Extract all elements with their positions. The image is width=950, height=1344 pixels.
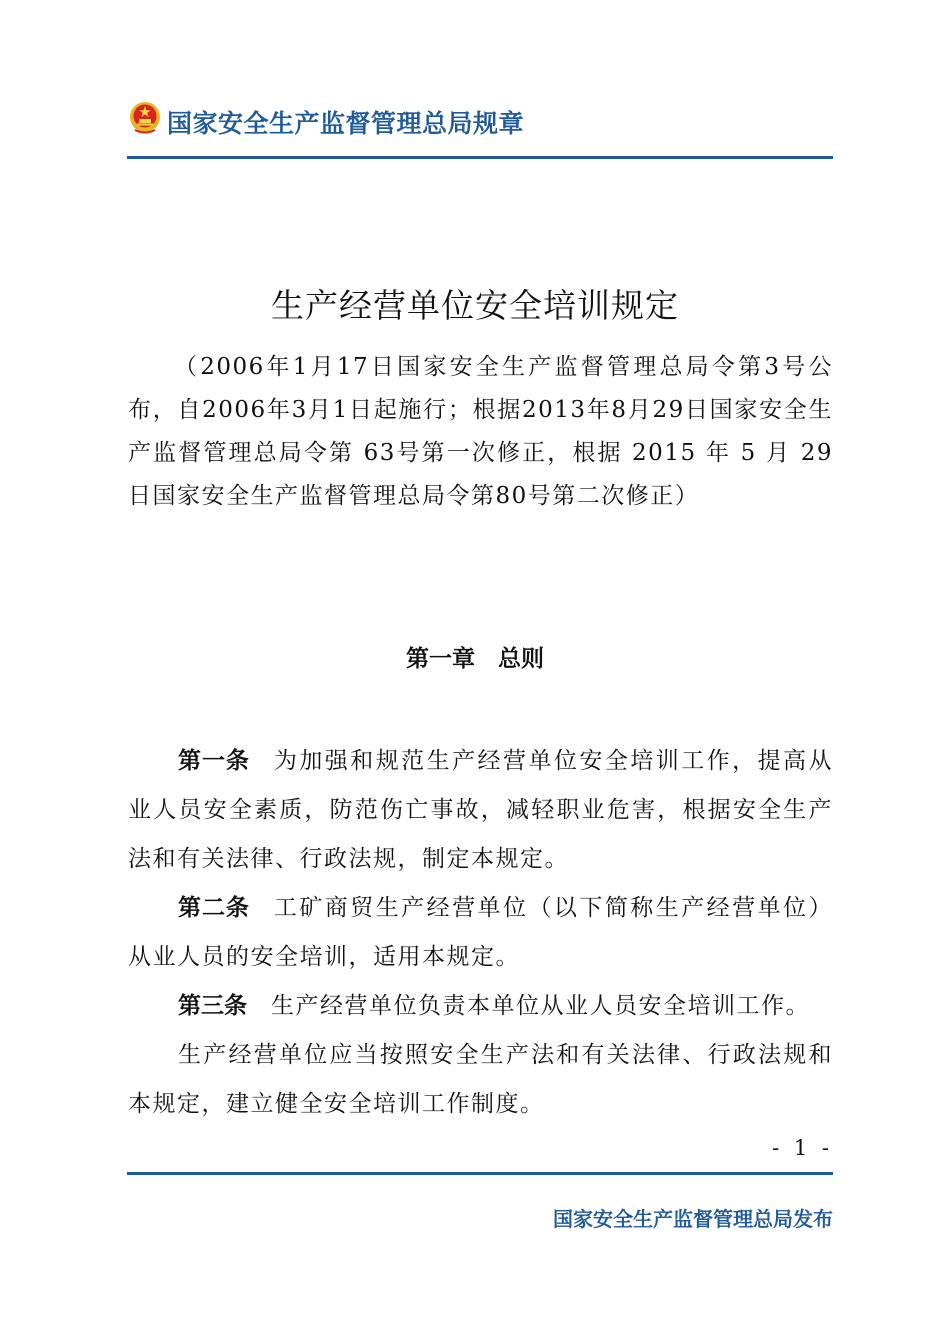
article-text: 生产经营单位负责本单位从业人员安全培训工作。 [271,993,810,1019]
national-emblem-icon [129,100,161,134]
chapter-heading: 第一章 总则 [406,646,544,672]
page-number: - 1 - [772,1136,833,1160]
article-3-paragraph-2 [128,1031,833,1129]
page-header [127,96,833,159]
article-text: 生产经营单位应当按照安全生产法和有关法律、行政法规和本规定，建立健全安全培训工作制度。 [128,1042,833,1117]
articles-body [128,737,833,1129]
article-2 [128,884,833,982]
article-text: 为加强和规范生产经营单位安全培训工作，提高从业人员安全素质，防范伤亡事故，减轻职业危害，根据安全生产法和有关法律、行政法规，制定本规定。 [128,748,833,872]
article-3 [128,982,833,1031]
document-preamble: （2006年1月17日国家安全生产监督管理总局令第3号公布，自2006年3月1日起施行；根据2013年8月29日国家安全生产监督管理总局令第 63号第一次修正，根据 2015 年 5 月 29日国家安全生产监督管理总局令第80号第二次修正） [128,354,833,509]
footer-publisher: 国家安全生产监督管理总局发布 [553,1207,833,1231]
article-number: 第一条 [178,748,250,774]
article-number: 第二条 [178,895,250,921]
footer-divider [127,1172,833,1175]
article-1 [128,737,833,884]
document-title: 生产经营单位安全培训规定 [271,286,679,325]
header-title: 国家安全生产监督管理总局规章 [167,109,525,138]
article-text: 工矿商贸生产经营单位（以下简称生产经营单位）从业人员的安全培训，适用本规定。 [128,895,833,970]
article-number: 第三条 [178,993,247,1019]
